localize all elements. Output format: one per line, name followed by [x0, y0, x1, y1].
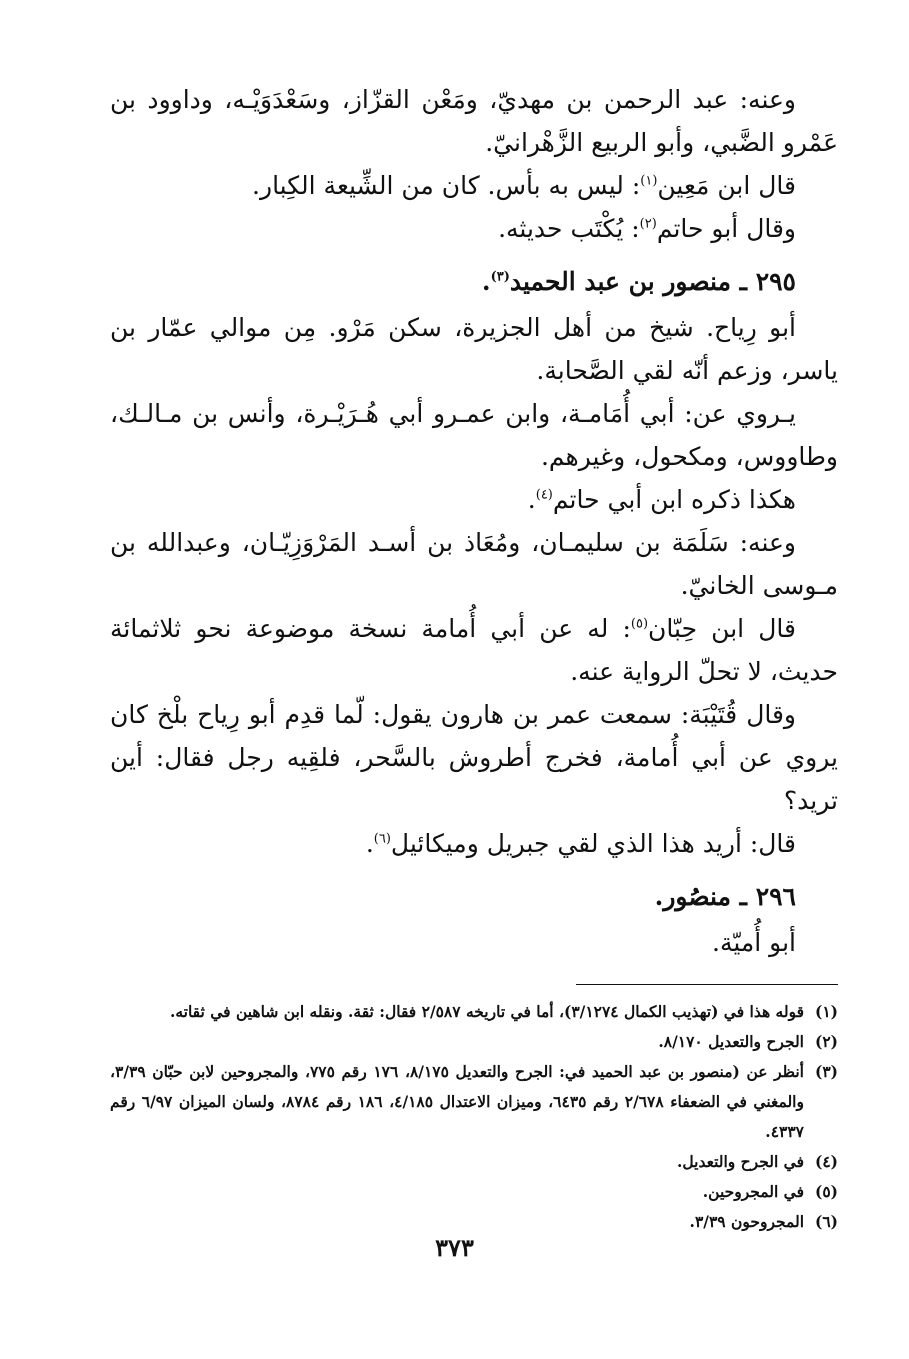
paragraph: أبو أُميّة.: [712, 928, 796, 957]
paragraph: [110, 207, 838, 250]
footnote-divider: [576, 984, 838, 985]
footnote-number: (١): [814, 1002, 838, 1021]
footnote-ref[interactable]: (٥): [630, 616, 649, 632]
paragraph: أبو رِياح. شيخ من أهل الجزيرة، سكن مَرْو. مِن موالي عمّار بن ياسر، وزعم أنّه لقي الصَّحابة.: [110, 313, 838, 385]
paragraph: وقال قُتَيْبَة: سمعت عمر بن هارون يقول: لّما قدِم أبو رِياح بلْخ كان يروي عن أبي أُمامة، فخرج أطروش بالسَّحر، فلقِيه رجل فقال: أين تريد؟: [110, 700, 838, 815]
footnote-number: (٢): [814, 1032, 838, 1051]
entry-title: ٢٩٥ ـ منصور بن عبد الحميد: [509, 267, 796, 296]
paragraph: [110, 607, 838, 693]
footnote-text: الجرح والتعديل ٨/١٧٠.: [658, 1032, 804, 1051]
paragraph: يـروي عن: أبي أُمَامـة، وابن عمـرو أبي هُـرَيْـرة، وأنس بن مـالـك، وطاووس، ومكحول، وغيرهم.: [110, 399, 838, 471]
paragraph-text: قال: أريد هذا الذي لقي جبريل وميكائيل: [390, 829, 796, 858]
paragraph-text: قال ابن مَعِين: [657, 171, 796, 200]
footnote-ref[interactable]: (٣): [490, 269, 510, 285]
footnote-number: (٥): [814, 1182, 838, 1201]
paragraph: [110, 478, 838, 521]
footnote: [110, 1177, 838, 1207]
footnote-ref[interactable]: (١): [640, 173, 658, 189]
paragraph: وعنه: عبد الرحمن بن مهديّ، ومَعْن القزّاز، وسَعْدَوَيْـه، وداوود بن عَمْرو الضَّبي، وأبو الربيع الزَّهْرانيّ.: [110, 85, 838, 157]
footnote-number: (٣): [814, 1062, 838, 1081]
footnote: [110, 1027, 838, 1057]
footnote: [110, 997, 838, 1027]
paragraph-text: هكذا ذكره ابن أبي حاتم: [552, 485, 796, 514]
page-body: [110, 78, 838, 1237]
paragraph: [110, 164, 838, 207]
entry-heading: ٢٩٦ ـ منصُور.: [654, 882, 796, 911]
paragraph-text: .: [527, 485, 536, 514]
main-text: [110, 78, 838, 964]
footnotes: [110, 997, 838, 1237]
footnote-text: في الجرح والتعديل.: [677, 1152, 804, 1171]
paragraph-text: : ليس به بأس. كان من الشِّيعة الكِبار.: [252, 171, 641, 200]
paragraph-text: قال ابن حِبّان: [648, 614, 796, 643]
footnote-text: أنظر عن (منصور بن عبد الحميد في: الجرح والتعديل ٨/١٧٥، ١٧٦ رقم ٧٧٥، والمجروحين لابن حبّان ٣/٣٩، والمغني في الضعفاء ٢/٦٧٨ رقم ٦٤٣٥، وميزان الاعتدال ٤/١٨٥، ١٨٦ رقم ٨٧٨٤، ولسان الميزان ٦/٩٧ رقم ٤٣٣٧.: [110, 1062, 804, 1141]
paragraph: وعنه: سَلَمَة بن سليمـان، ومُعَاذ بن أسـد المَرْوَزِيّـان، وعبدالله بن مـوسى الخانيّ.: [110, 528, 838, 600]
page-number: ٣٧٣: [435, 1233, 474, 1262]
paragraph-text: : يُكْتَب حديثه.: [498, 214, 640, 243]
entry-heading: [110, 262, 838, 302]
footnote-ref[interactable]: (٢): [639, 216, 657, 232]
footnote-text: في المجروحين.: [702, 1182, 804, 1201]
paragraph-text: : له عن أبي أُمامة نسخة موضوعة نحو ثلاثمائة حديث، لا تحلّ الرواية عنه.: [110, 614, 838, 686]
footnote: [110, 1147, 838, 1177]
paragraph-text: .: [365, 829, 374, 858]
footnote: [110, 1057, 838, 1147]
footnote-number: (٤): [814, 1152, 838, 1171]
entry-title-end: .: [481, 267, 491, 296]
paragraph-text: وقال أبو حاتم: [656, 214, 796, 243]
footnote-text: المجروحون ٣/٣٩.: [689, 1212, 804, 1231]
paragraph: [110, 822, 838, 865]
footnote-ref[interactable]: (٦): [373, 831, 391, 847]
footnote-ref[interactable]: (٤): [535, 487, 553, 503]
footnote-number: (٦): [814, 1212, 838, 1231]
footnote-text: قوله هذا في (تهذيب الكمال ٣/١٢٧٤)، أما في تاريخه ٢/٥٨٧ فقال: ثقة. ونقله ابن شاهين في ثقاته.: [169, 1002, 804, 1021]
